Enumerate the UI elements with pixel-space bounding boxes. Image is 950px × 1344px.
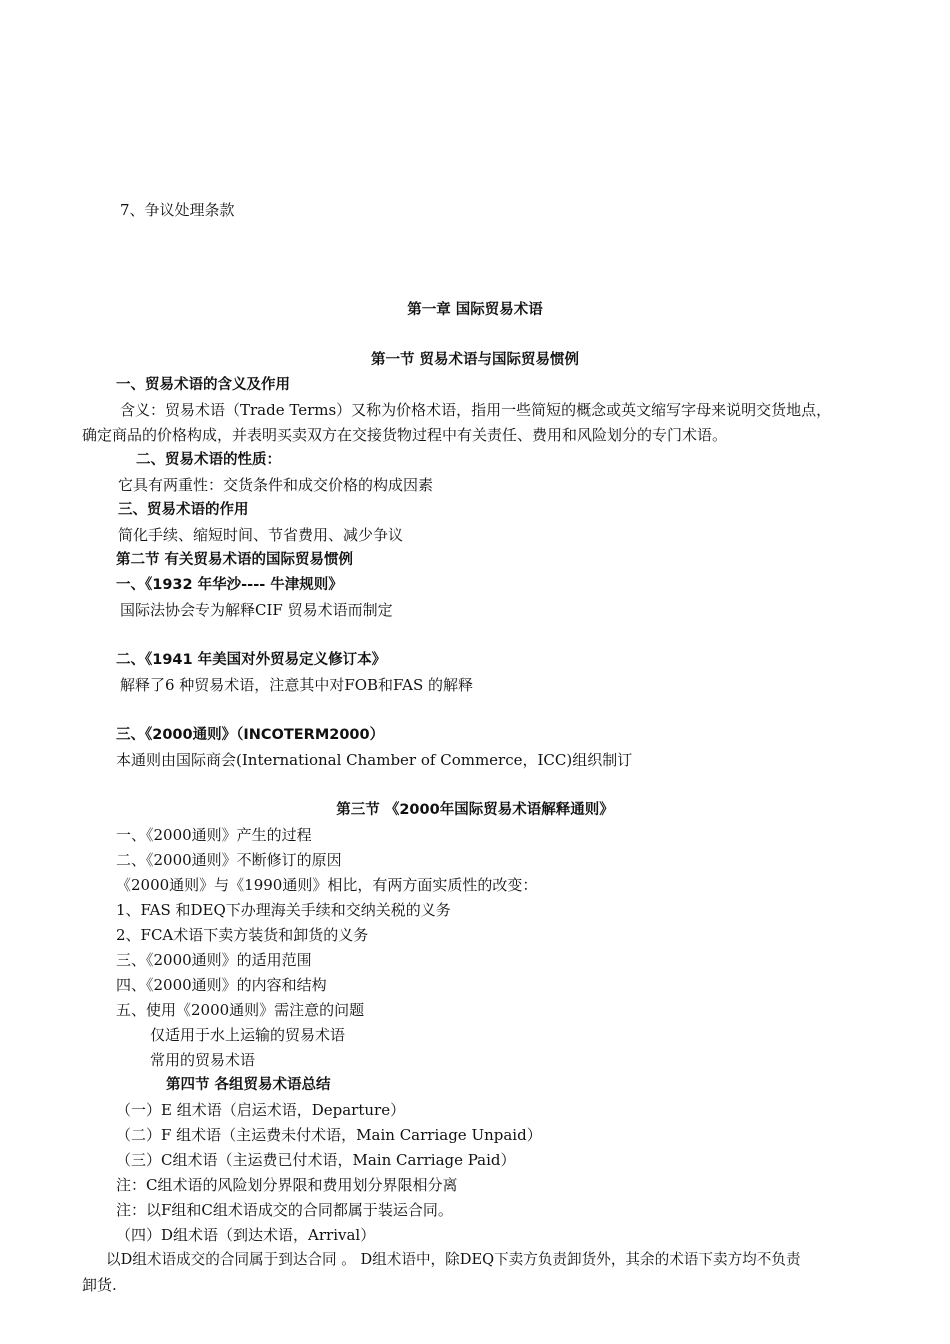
paragraph-american-definitions: 解释了6 种贸易术语，注意其中对FOB和FAS 的解释	[120, 676, 474, 694]
item-issues: 五、使用《2000通则》需注意的问题	[116, 1001, 365, 1019]
paragraph-icc: 本通则由国际商会(International Chamber of Commerce，ICC)组织制订	[116, 751, 633, 769]
heading-american-definitions: 二、《1941 年美国对外贸易定义修订本》	[116, 652, 387, 668]
item-change-1: 1、FAS 和DEQ下办理海关手续和交纳关税的义务	[116, 901, 451, 919]
item-change-2: 2、FCA术语下卖方装货和卸货的义务	[116, 926, 369, 944]
section-3-title: 第三节 《2000年国际贸易术语解释通则》	[336, 802, 614, 818]
section-4-title: 第四节 各组贸易术语总结	[166, 1077, 331, 1093]
clause-7: 7、争议处理条款	[120, 201, 235, 219]
paragraph-warsaw-oxford: 国际法协会专为解释CIF 贸易术语而制定	[120, 601, 393, 619]
heading-function: 三、贸易术语的作用	[118, 502, 249, 518]
subitem-common-terms: 常用的贸易术语	[150, 1051, 256, 1069]
group-f: （二）F 组术语（主运费未付术语，Main Carriage Unpaid）	[116, 1126, 542, 1144]
item-origin: 一、《2000通则》产生的过程	[116, 826, 312, 844]
heading-nature: 二、贸易术语的性质：	[136, 452, 281, 468]
chapter-title: 第一章 国际贸易术语	[407, 302, 543, 318]
subitem-water-transport: 仅适用于水上运输的贸易术语	[150, 1026, 346, 1044]
section-1-title: 第一节 贸易术语与国际贸易惯例	[370, 352, 580, 368]
heading-warsaw-oxford: 一、《1932 年华沙---- 牛津规则》	[116, 577, 343, 593]
paragraph-nature: 它具有两重性：交货条件和成交价格的构成因素	[118, 476, 434, 494]
paragraph-arrival-contract: 以D组术语成交的合同属于到达合同 。 D组术语中，除DEQ下卖方负责卸货外，其余的术语下卖方均不负责	[106, 1251, 801, 1268]
item-revision-reason: 二、《2000通则》不断修订的原因	[116, 851, 342, 869]
heading-meaning: 一、贸易术语的含义及作用	[116, 377, 290, 393]
heading-incoterms-2000: 三、《2000通则》（INCOTERM2000）	[116, 727, 385, 743]
item-comparison: 《2000通则》与《1990通则》相比，有两方面实质性的改变：	[116, 876, 538, 894]
paragraph-definition-2: 确定商品的价格构成，并表明买卖双方在交接货物过程中有关责任、费用和风险划分的专门术语。	[82, 426, 728, 444]
section-2-title: 第二节 有关贸易术语的国际贸易惯例	[116, 552, 354, 568]
paragraph-function: 简化手续、缩短时间、节省费用、减少争议	[118, 526, 404, 544]
group-d: （四）D组术语（到达术语，Arrival）	[116, 1226, 376, 1244]
note-shipment-contract: 注：以F组和C组术语成交的合同都属于装运合同。	[116, 1201, 453, 1219]
paragraph-arrival-contract-end: 卸货.	[82, 1276, 117, 1294]
item-scope: 三、《2000通则》的适用范围	[116, 951, 312, 969]
paragraph-definition-1: 含义：贸易术语（Trade Terms）又称为价格术语，指用一些简短的概念或英文缩写字母来说明交货地点，	[120, 401, 832, 419]
item-structure: 四、《2000通则》的内容和结构	[116, 976, 327, 994]
group-c: （三）C组术语（主运费已付术语，Main Carriage Paid）	[116, 1151, 516, 1169]
note-c-group: 注：C组术语的风险划分界限和费用划分界限相分离	[116, 1176, 458, 1194]
group-e: （一）E 组术语（启运术语，Departure）	[116, 1101, 406, 1119]
